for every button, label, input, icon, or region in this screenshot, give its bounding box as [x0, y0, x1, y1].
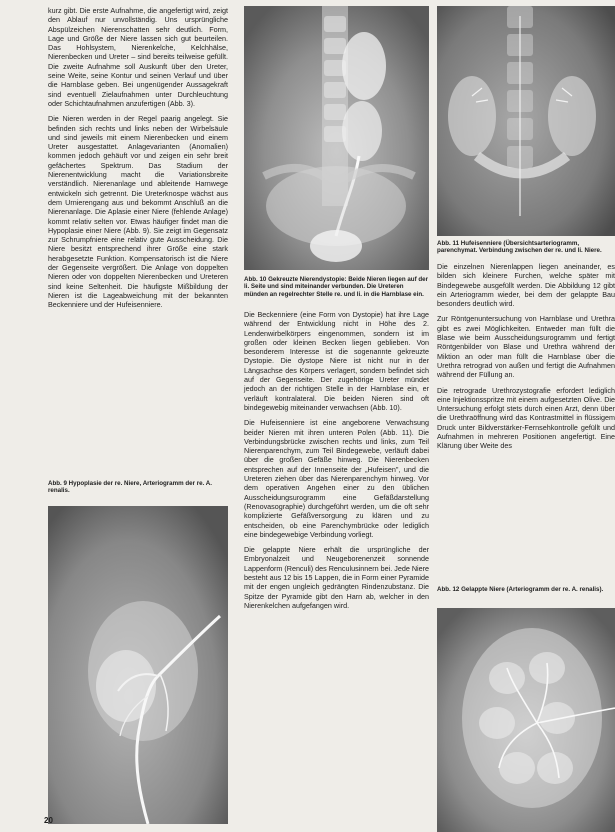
column-2-paragraph-1: Die Beckenniere (eine Form von Dystopie) hat ihre Lage während der Entwicklung nicht in Höhe des 2. Lendenwirbelkörpers eingenommen, sondern ist im großen oder kleinen Becken liegen geblieben. Von besonderem Interesse ist die sogenannte gekreuzte Dystopie. Die dystope Niere ist nicht nur in der Längsachse des Körpers verlagert, sondern befindet sich auf der Gegenseite. Der zugehörige Ureter mündet jedoch an der richtigen Stelle in der Harnblase ein, er verläuft kontralateral. Die beiden Nieren sind oft bindegewebig miteinander verwachsen (Abb. 10).: [244, 310, 429, 412]
column-1: [48, 6, 228, 316]
column-3-paragraph-1: Die einzelnen Nierenlappen liegen aneinander, es bilden sich kleinere Furchen, welche später mit Bindegewebe ausgefüllt werden. Die Abbildung 12 gibt ein Arteriogramm wieder, bei dem der gelappte Bau besonders deutlich wird.: [437, 262, 615, 309]
figure-9-arteriogram: [48, 506, 228, 824]
figure-12-arteriogram: [437, 608, 615, 832]
figure-10-label: Abb. 10: [244, 276, 267, 283]
figure-11-label: Abb. 11: [437, 240, 460, 247]
page-number: 20: [44, 816, 53, 825]
figure-10-text: Gekreuzte Nierendystopie: Beide Nieren liegen auf der li. Seite und sind miteinander verbunden. Die Ureteren münden an regelrechter Stelle re. und li. in die Harnblase ein.: [244, 276, 428, 298]
figure-12-caption: [437, 586, 615, 593]
figure-11-xray: [437, 6, 615, 236]
column-2-paragraph-2: Die Hufeisenniere ist eine angeborene Verwachsung beider Nieren mit ihren unteren Polen (Abb. 11). Die Verbindungsbrücke zwischen rechts und links, zum Teil Nierenparenchym, zum Teil Bindegewebe, verläuft dabei über die großen Gefäße hinweg. Die Nierenbecken entsprechen auf der Innenseite der „Hufeisen", und die Ureteren ziehen über das Nierenparenchym hinweg. Vor dem operativen Angehen einer zu den üblichen Ausscheidungsurogramm eine Gefäßdarstellung (Renovasographie) durchgeführt werden, um die oft sehr komplizierte Gefäßversorgung zu klären und zu entscheiden, ob eine Parenchymbrücke oder lediglich eine bindegewebige Verbindung vorliegt.: [244, 418, 429, 539]
figure-12-label: Abb. 12: [437, 586, 460, 593]
column-3-paragraph-3: Die retrograde Urethrozystografie erfordert lediglich eine Injektionsspritze mit einem aufgesetzten Olive. Die Untersuchung erfolgt stets durch einen Arzt, denn über die Urethraöffnung wird das Kontrastmittel in flüssigem Druck unter Bildverstärker-Fernsehkontrolle gefüllt und Aufnahmen in mehreren Positionen angefertigt. Eine Klärung über Weite des: [437, 385, 615, 451]
column-2: [244, 310, 429, 616]
column-1-paragraph-2: Die Nieren werden in der Regel paarig angelegt. Sie befinden sich rechts und links neben der Wirbelsäule und sind jeweils mit einem Nierenbecken und einem Ureter ausgestattet. Anlagevarianten (Anomalien) kommen jedoch gehäuft vor und zeigen ein sehr breit gefächertes Spektrum. Das Stadium der Nierenentwicklung macht die Variationsbreite verständlich. Nierenanlage und ableitende Harnwege entwickeln sich getrennt. Die Ureterknospe wächst aus dem Urnierengang aus und bekommt Anschluß an die Nierenanlage. Die Aplasie einer Niere (fehlende Anlage) kommt relativ selten vor. Etwas häufiger findet man die Hypoplasie einer Niere (Abb. 9). Sie zeigt im Gegensatz zur Schrumpfniere eine relativ gute Ausscheidung. Die Niere besitzt entsprechend ihrer Größe eine stark herabgesetzte Funktion. Kompensatorisch ist die Niere der Gegenseite vergrößert. Die Anlage von doppelten Nieren oder von doppelten Nierenbecken und Ureteren sind keine Seltenheit. Die häufigste Mißbildung der Nieren ist die Lageabweichung mit der bekannten Beckenniere und der Hufeisenniere.: [48, 114, 228, 310]
figure-9-text: Hypoplasie der re. Niere, Arteriogramm der re. A. renalis.: [48, 480, 212, 495]
figure-10-xray: [244, 6, 429, 270]
column-3: [437, 262, 615, 457]
column-2-paragraph-3: Die gelappte Niere erhält die ursprüngliche der Embryonalzeit und Neugeborenenzeit sonnende Lappenform (Renculi) des Renculusinnern bei. Jede Niere besteht aus 12 bis 15 Lappen, die in Form einer Pyramide mit der engen ungleich gedrängten Rindenzubstanz. Die Spitze der Pyramide gibt den Harn ab, welcher in den Nierenkelchen aufgefangen wird.: [244, 545, 429, 610]
column-1-paragraph-1: kurz gibt. Die erste Aufnahme, die angefertigt wird, zeigt den Ablauf nur unvollständig. Uns ursprüngliche Abspülzeichen Nierenschatten sehr deutlich. Form, Lage und Größe der Niere lassen sich gut beurteilen. Das Hohlsystem, Nierenkelche, Kelchhälse, Nierenbecken und Ureter – sind bereits teilweise gefüllt. Die zweite Aufnahme soll Auskunft über den Ureter, seine Weite, seine Kontur und seinen Verlauf und über die Harnblase geben. Bei ungenügender Aussagekraft sind eventuell Zielaufnahmen unter Durchleuchtung oder Schichtaufnahmen anzufertigen (Abb. 3).: [48, 6, 228, 108]
column-3-paragraph-2: Zur Röntgenuntersuchung von Harnblase und Urethra gibt es zwei Möglichkeiten. Entweder man füllt die Blase wie beim Ausscheidungsurogramm und fertigt Röntgenbilder von Blase und Urethra während der Miktion an oder man füllt die Harnblase über die Urethra retrograd von außen und fertigt die Aufnahmen während der Füllung an.: [437, 314, 615, 380]
figure-12-text: Gelappte Niere (Arteriogramm der re. A. renalis).: [461, 586, 604, 593]
figure-9-label: Abb. 9: [48, 480, 67, 487]
figure-11-text: Hufeisenniere (Übersichtsarteriogramm, parenchymat. Verbindung zwischen der re. und li. Niere.: [437, 240, 602, 255]
figure-10-caption: [244, 276, 429, 298]
figure-9-caption: [48, 480, 228, 495]
figure-11-caption: [437, 240, 615, 255]
